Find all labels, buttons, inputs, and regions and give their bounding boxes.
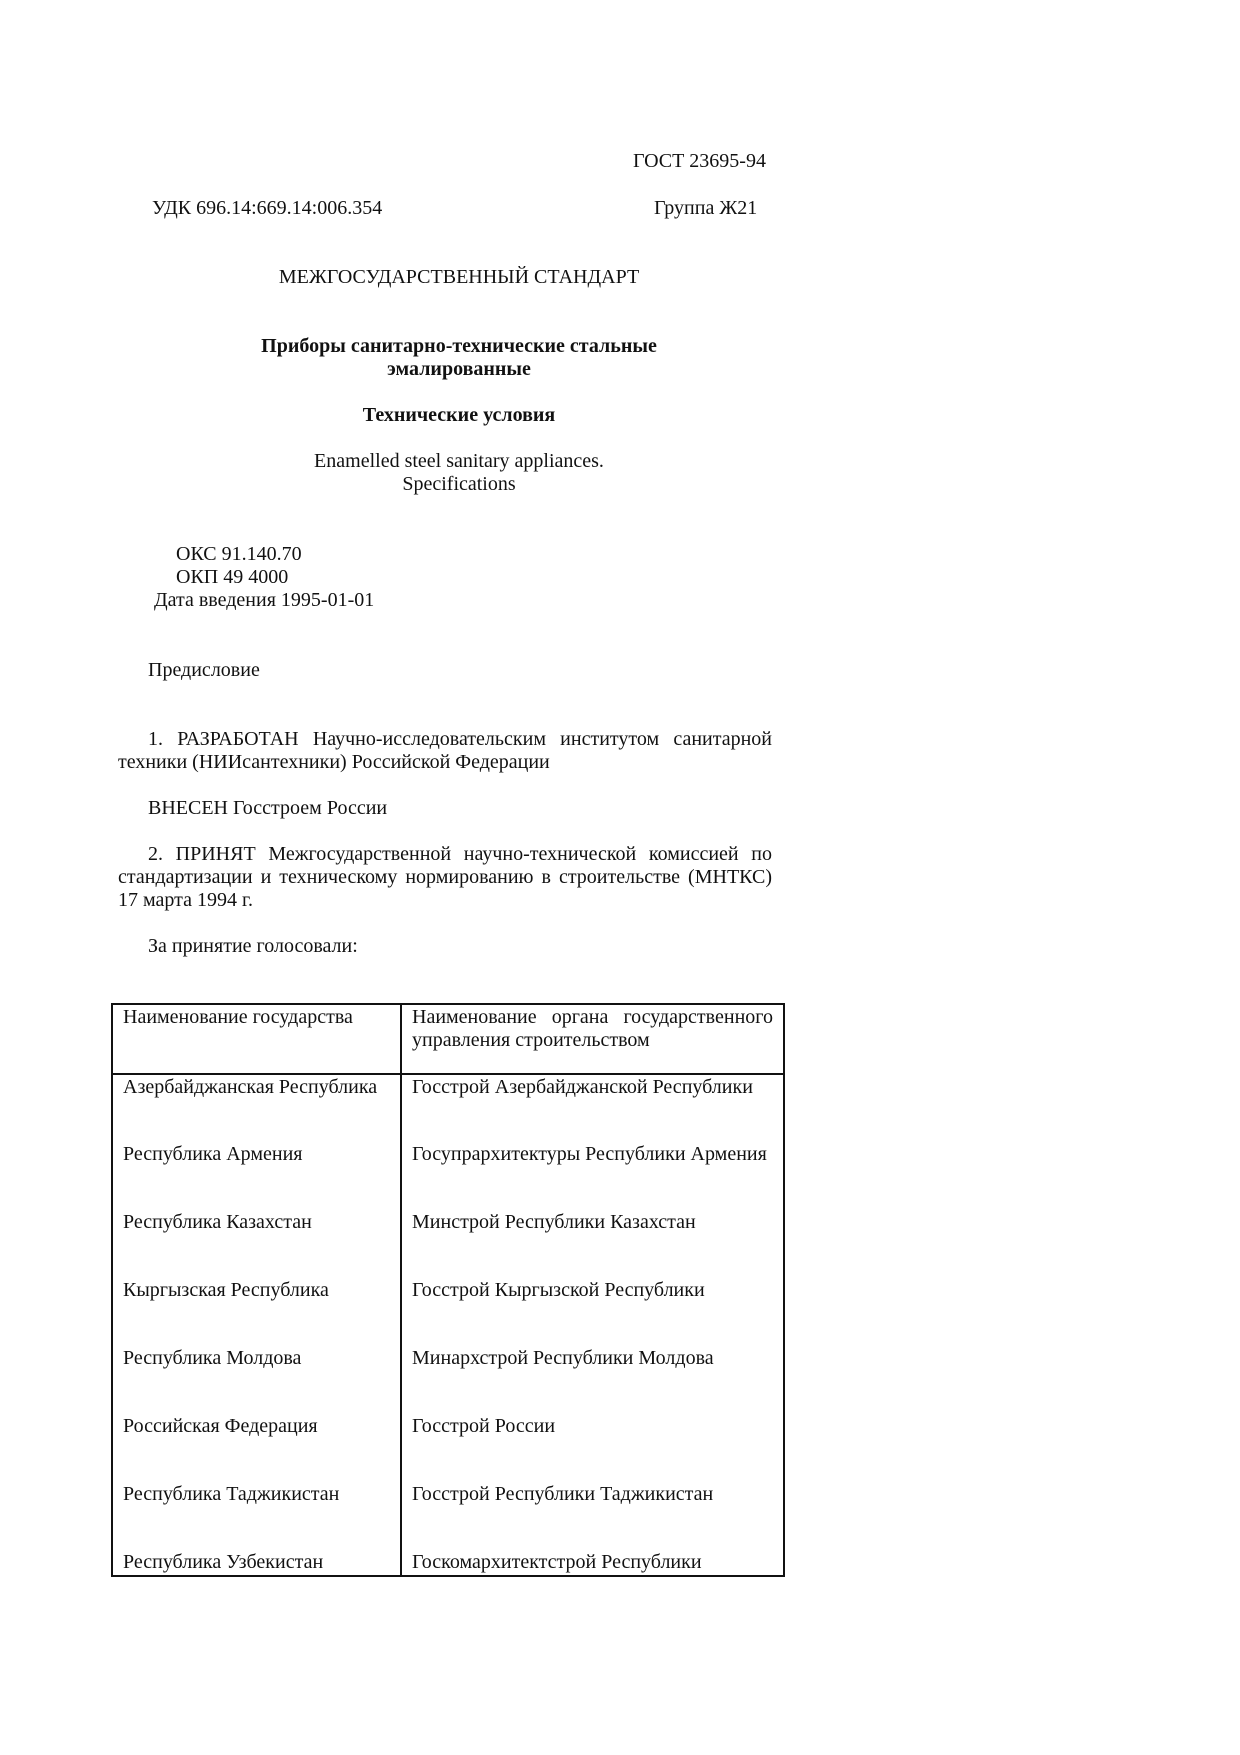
okp-code: ОКП 49 4000 bbox=[176, 566, 289, 588]
authority-cell: Госстрой Кыргызской Республики bbox=[401, 1278, 784, 1346]
standard-type: МЕЖГОСУДАРСТВЕННЫЙ СТАНДАРТ bbox=[278, 266, 640, 288]
authority-cell: Минархстрой Республики Молдова bbox=[401, 1346, 784, 1414]
authority-cell: Госкомархитектстрой Республики bbox=[401, 1550, 784, 1576]
title-line-2: эмалированные bbox=[387, 358, 531, 380]
authority-cell: Госстрой Азербайджанской Республики bbox=[401, 1074, 784, 1142]
preface-heading: Предисловие bbox=[148, 659, 260, 681]
table-row bbox=[112, 1414, 784, 1482]
header-state-name: Наименование государства bbox=[112, 1004, 401, 1074]
authority-cell: Госстрой Республики Таджикистан bbox=[401, 1482, 784, 1550]
authority-cell: Госупрархитектуры Республики Армения bbox=[401, 1142, 784, 1210]
preface-paragraph-2: ВНЕСЕН Госстроем России bbox=[148, 797, 388, 819]
state-cell: Республика Молдова bbox=[112, 1346, 401, 1414]
state-cell: Кыргызская Республика bbox=[112, 1278, 401, 1346]
subtitle: Технические условия bbox=[362, 404, 556, 426]
table-row bbox=[112, 1550, 784, 1576]
group-code: Группа Ж21 bbox=[654, 197, 758, 219]
oks-code: ОКС 91.140.70 bbox=[176, 543, 302, 565]
udk-code: УДК 696.14:669.14:006.354 bbox=[152, 197, 383, 219]
state-cell: Российская Федерация bbox=[112, 1414, 401, 1482]
preface-paragraph-4: За принятие голосовали: bbox=[148, 935, 358, 957]
table-row bbox=[112, 1346, 784, 1414]
voting-states-table bbox=[111, 1003, 785, 1577]
state-cell: Азербайджанская Республика bbox=[112, 1074, 401, 1142]
table-row bbox=[112, 1210, 784, 1278]
state-cell: Республика Таджикистан bbox=[112, 1482, 401, 1550]
authority-cell: Госстрой России bbox=[401, 1414, 784, 1482]
state-cell: Республика Армения bbox=[112, 1142, 401, 1210]
table-row bbox=[112, 1482, 784, 1550]
introduction-date: Дата введения 1995-01-01 bbox=[154, 589, 375, 611]
table-header-row bbox=[112, 1004, 784, 1074]
preface-paragraph-3: 2. ПРИНЯТ Межгосударственной научно-технической комиссией по стандартизации и техническому нормированию в строительстве (МНТКС) 17 марта 1994 г. bbox=[118, 843, 772, 911]
table-row bbox=[112, 1142, 784, 1210]
title-line-1: Приборы санитарно-технические стальные bbox=[261, 335, 657, 357]
state-cell: Республика Казахстан bbox=[112, 1210, 401, 1278]
authority-cell: Минстрой Республики Казахстан bbox=[401, 1210, 784, 1278]
table-row bbox=[112, 1074, 784, 1142]
preface-paragraph-1: 1. РАЗРАБОТАН Научно-исследовательским институтом санитарной техники (НИИсантехники) Российской Федерации bbox=[118, 728, 772, 773]
table-row bbox=[112, 1278, 784, 1346]
english-title-line-1: Enamelled steel sanitary appliances. bbox=[314, 450, 604, 472]
state-cell: Республика Узбекистан bbox=[112, 1550, 401, 1576]
header-authority-name: Наименование органа государственного управления строительством bbox=[401, 1004, 784, 1074]
english-title-line-2: Specifications bbox=[402, 473, 516, 495]
gost-number: ГОСТ 23695-94 bbox=[633, 150, 766, 172]
